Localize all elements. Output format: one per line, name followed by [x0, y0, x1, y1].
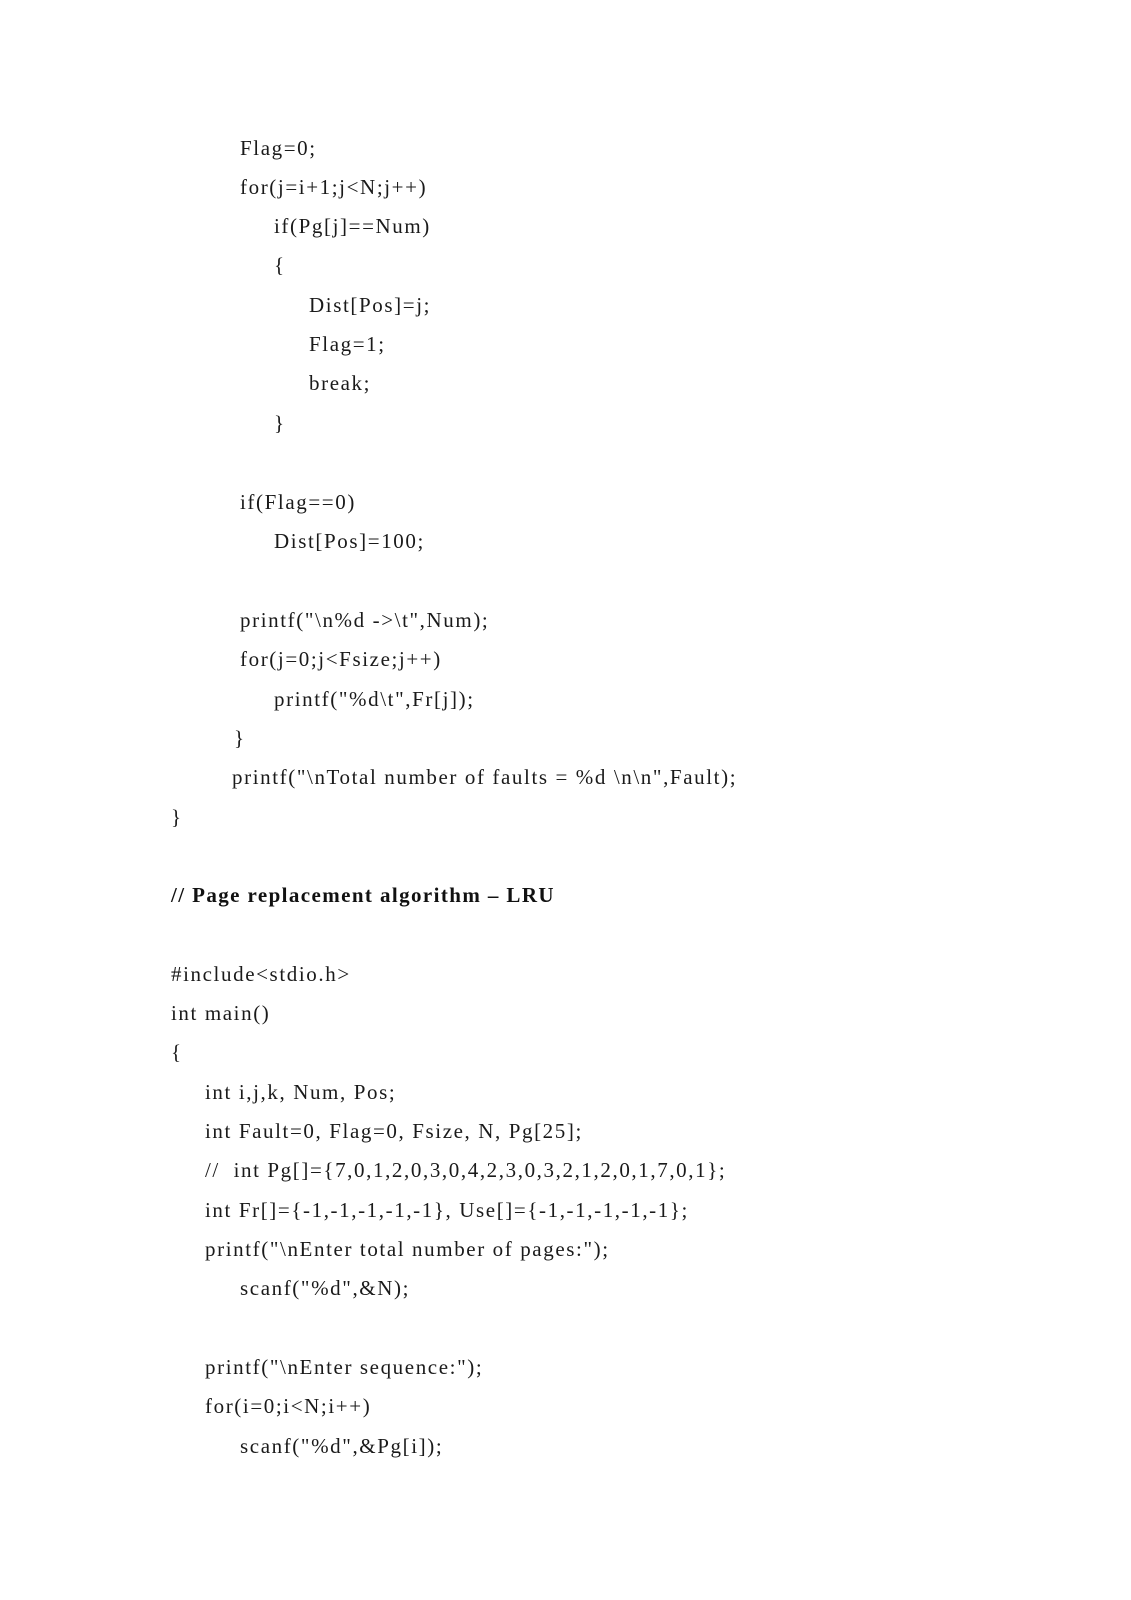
code-line: break; [309, 371, 372, 395]
code-line: printf("\n%d ->\t",Num); [240, 608, 490, 632]
code-line: } [234, 726, 246, 750]
code-line: Dist[Pos]=100; [274, 529, 425, 553]
code-line: Dist[Pos]=j; [309, 293, 432, 317]
code-line: for(j=i+1;j<N;j++) [240, 175, 428, 199]
code-line: #include<stdio.h> [171, 962, 351, 986]
code-line: int main() [171, 1001, 271, 1025]
code-line: { [274, 253, 286, 277]
section-heading: // Page replacement algorithm – LRU [171, 883, 555, 907]
code-line: // int Pg[]={7,0,1,2,0,3,0,4,2,3,0,3,2,1,2,0,1,7,0,1}; [205, 1158, 727, 1182]
code-line: printf("%d\t",Fr[j]); [274, 687, 475, 711]
code-line: if(Pg[j]==Num) [274, 214, 431, 238]
code-line: for(j=0;j<Fsize;j++) [240, 647, 442, 671]
code-line: int i,j,k, Num, Pos; [205, 1080, 397, 1104]
code-line: } [274, 411, 286, 435]
code-line: int Fr[]={-1,-1,-1,-1,-1}, Use[]={-1,-1,-1,-1,-1}; [205, 1198, 689, 1222]
code-line: { [171, 1040, 183, 1064]
code-line: Flag=1; [309, 332, 386, 356]
code-line: printf("\nEnter sequence:"); [205, 1355, 484, 1379]
code-line: Flag=0; [240, 136, 317, 160]
code-line: printf("\nTotal number of faults = %d \n\n",Fault); [232, 765, 738, 789]
code-line: scanf("%d",&Pg[i]); [240, 1434, 444, 1458]
code-line: for(i=0;i<N;i++) [205, 1394, 372, 1418]
code-line: int Fault=0, Flag=0, Fsize, N, Pg[25]; [205, 1119, 583, 1143]
code-line: printf("\nEnter total number of pages:"); [205, 1237, 610, 1261]
code-line: } [171, 805, 183, 829]
code-line: scanf("%d",&N); [240, 1276, 411, 1300]
code-line: if(Flag==0) [240, 490, 356, 514]
